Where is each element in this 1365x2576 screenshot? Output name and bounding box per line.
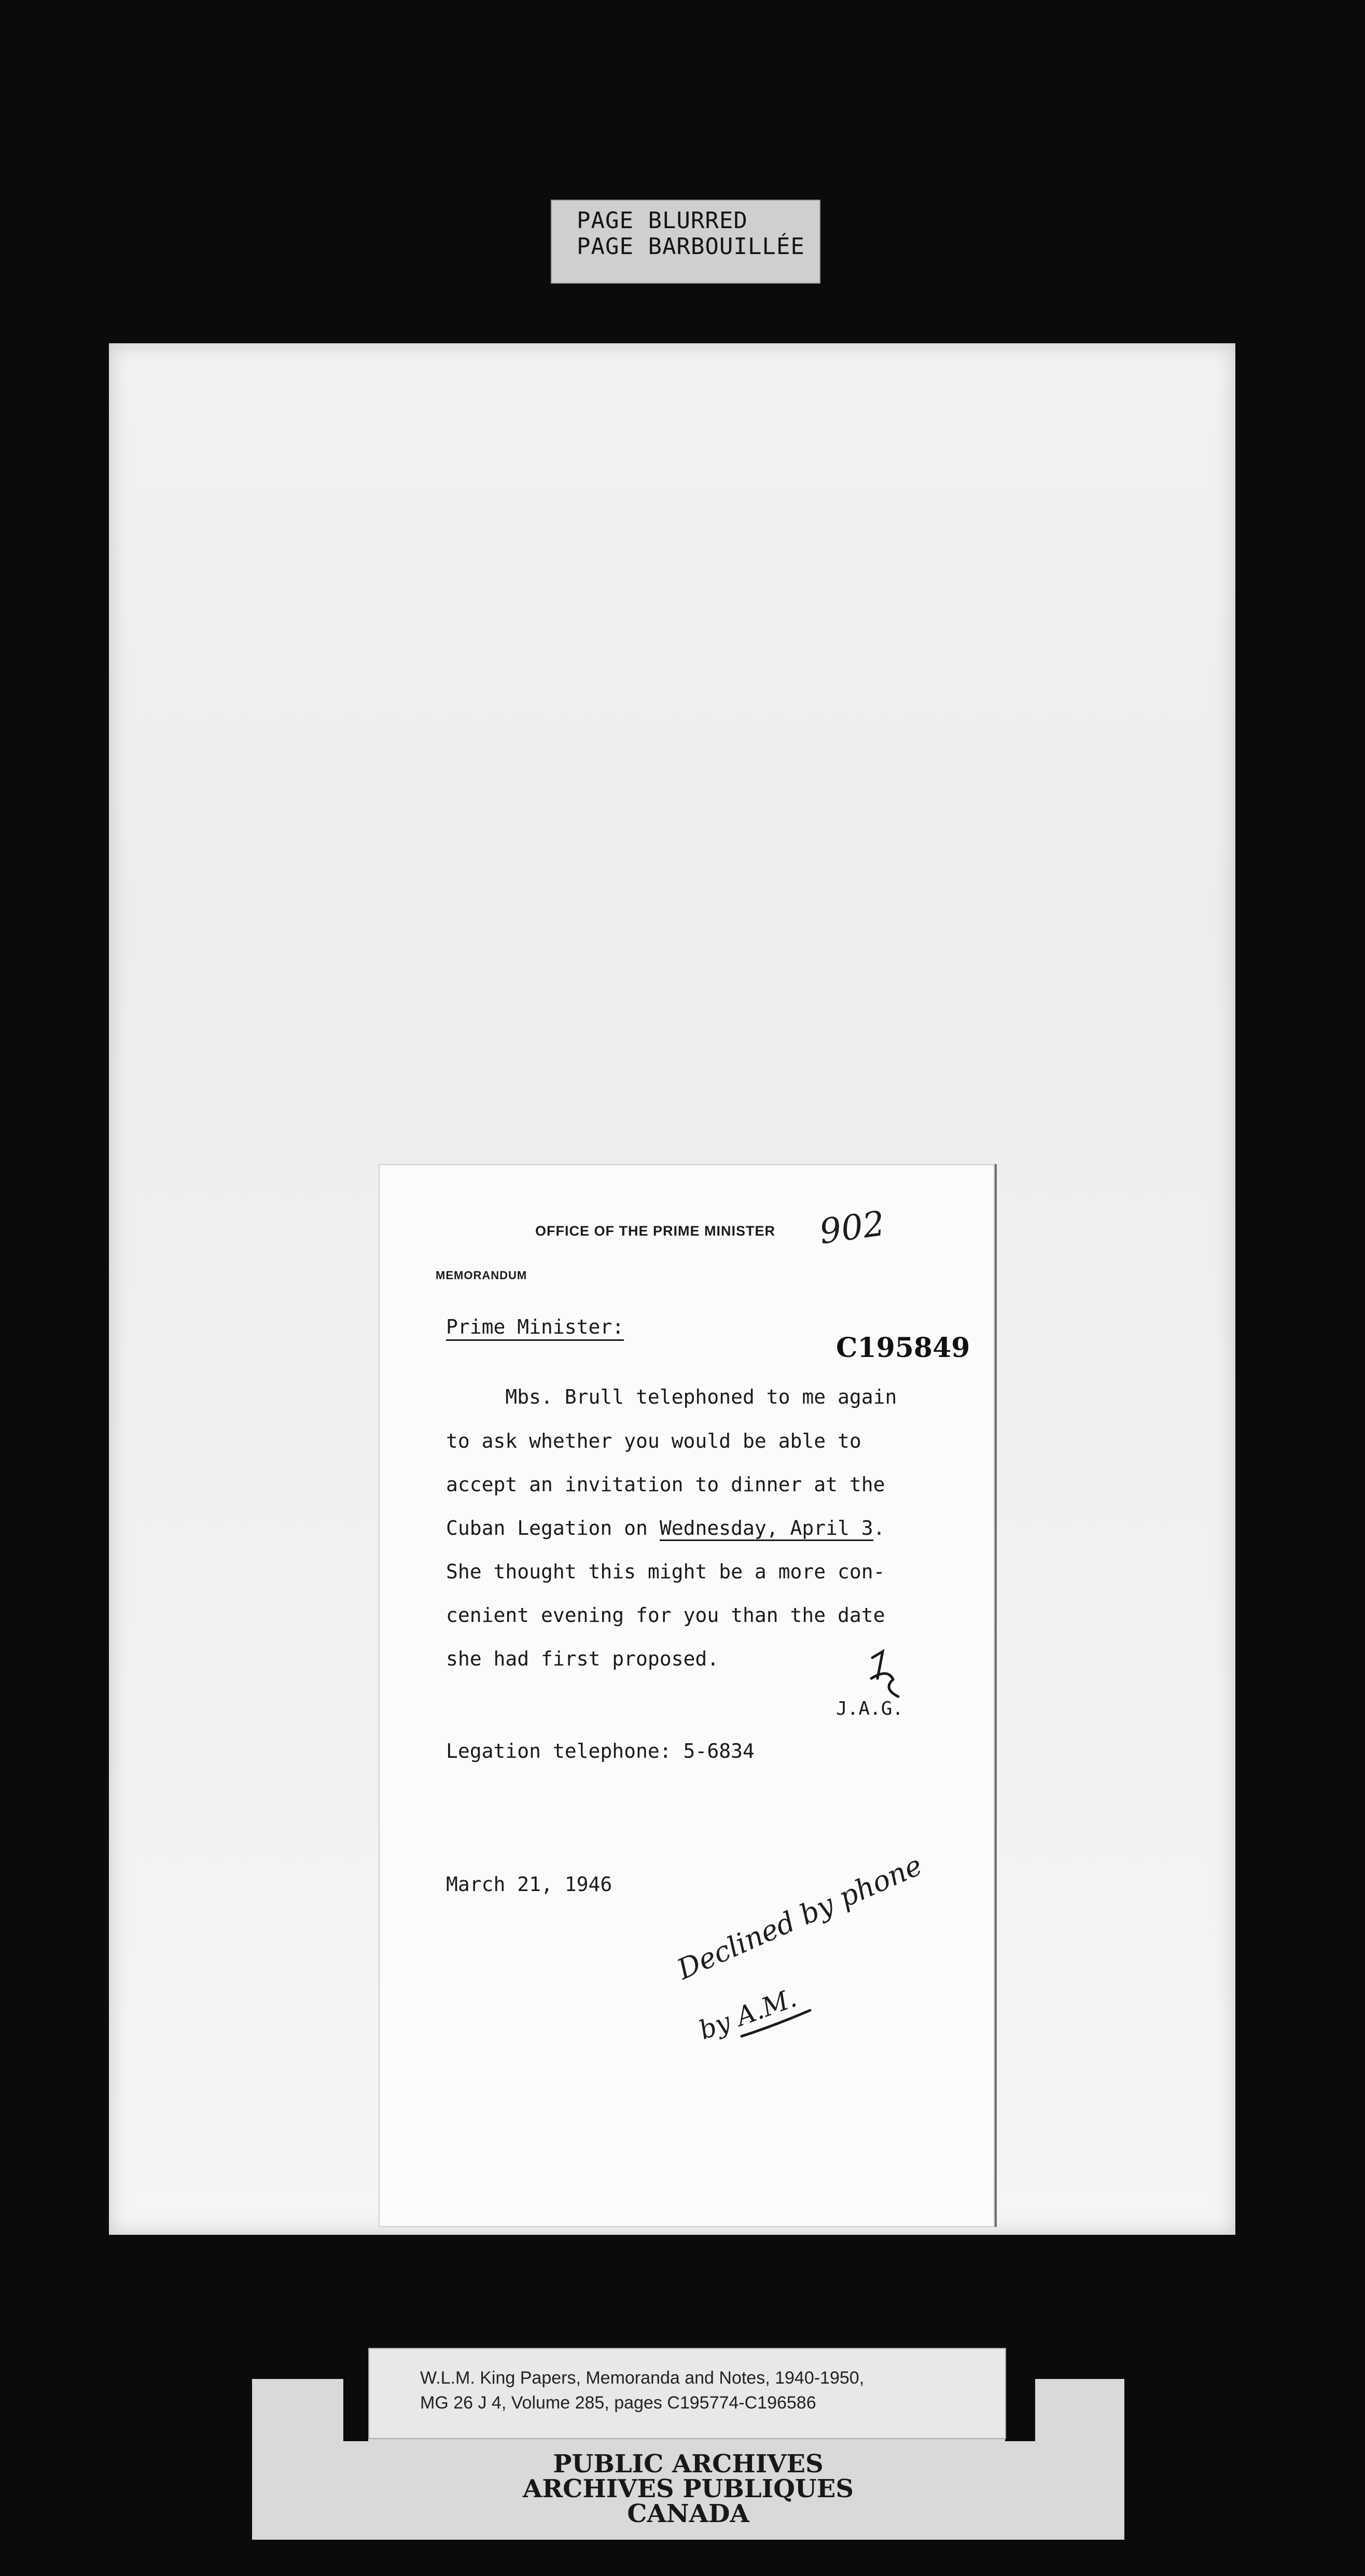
page-blurred-line-en: PAGE BLURRED: [577, 207, 748, 234]
handwritten-initials-mark: [862, 1647, 909, 1704]
handwritten-note-line-1: Declined by phone: [672, 1849, 927, 1986]
body-line-6: cenient evening for you than the date: [446, 1604, 885, 1627]
citation-line-2: MG 26 J 4, Volume 285, pages C195774-C196586: [420, 2393, 816, 2413]
public-archives-stamp: [252, 2449, 1124, 2528]
memorandum-slip: [379, 1164, 995, 2227]
addressee: Prime Minister:: [446, 1315, 624, 1341]
initials: J.A.G.: [836, 1698, 904, 1719]
body-line-1: Mbs. Brull telephoned to me again: [446, 1385, 897, 1408]
handwritten-page-mark: 902: [817, 1203, 887, 1252]
body-line-4: [446, 1517, 885, 1539]
file-number-stamp: C195849: [836, 1332, 970, 1364]
archives-line-1: PUBLIC ARCHIVES: [553, 2449, 824, 2479]
page-blurred-label: [551, 200, 820, 284]
body-line-4-end: .: [873, 1517, 885, 1539]
body-line-7: she had first proposed.: [446, 1647, 719, 1670]
archives-line-3: CANADA: [627, 2499, 749, 2528]
meeting-date-underlined: Wednesday, April 3: [660, 1517, 873, 1541]
archives-label-notch-right: [1005, 2379, 1035, 2441]
archives-label-notch-left: [343, 2379, 368, 2441]
handwritten-underline: [737, 2005, 815, 2041]
body-line-5: She thought this might be a more con-: [446, 1560, 885, 1583]
body-line-3: accept an invitation to dinner at the: [446, 1473, 885, 1496]
memo-date: March 21, 1946: [446, 1873, 612, 1896]
page-blurred-line-fr: PAGE BARBOUILLÉE: [577, 233, 805, 260]
body-line-2: to ask whether you would be able to: [446, 1430, 861, 1452]
citation-label: [368, 2348, 1006, 2439]
body-line-4-start: Cuban Legation on: [446, 1517, 660, 1539]
office-heading: OFFICE OF THE PRIME MINISTER: [535, 1223, 776, 1239]
archives-line-2: ARCHIVES PUBLIQUES: [523, 2474, 854, 2503]
legation-phone: Legation telephone: 5-6834: [446, 1740, 755, 1762]
handwritten-note-line-2: by A.M.: [695, 1982, 801, 2046]
citation-line-1: W.L.M. King Papers, Memoranda and Notes, 1940-1950,: [420, 2368, 865, 2388]
memorandum-label: MEMORANDUM: [436, 1269, 527, 1282]
